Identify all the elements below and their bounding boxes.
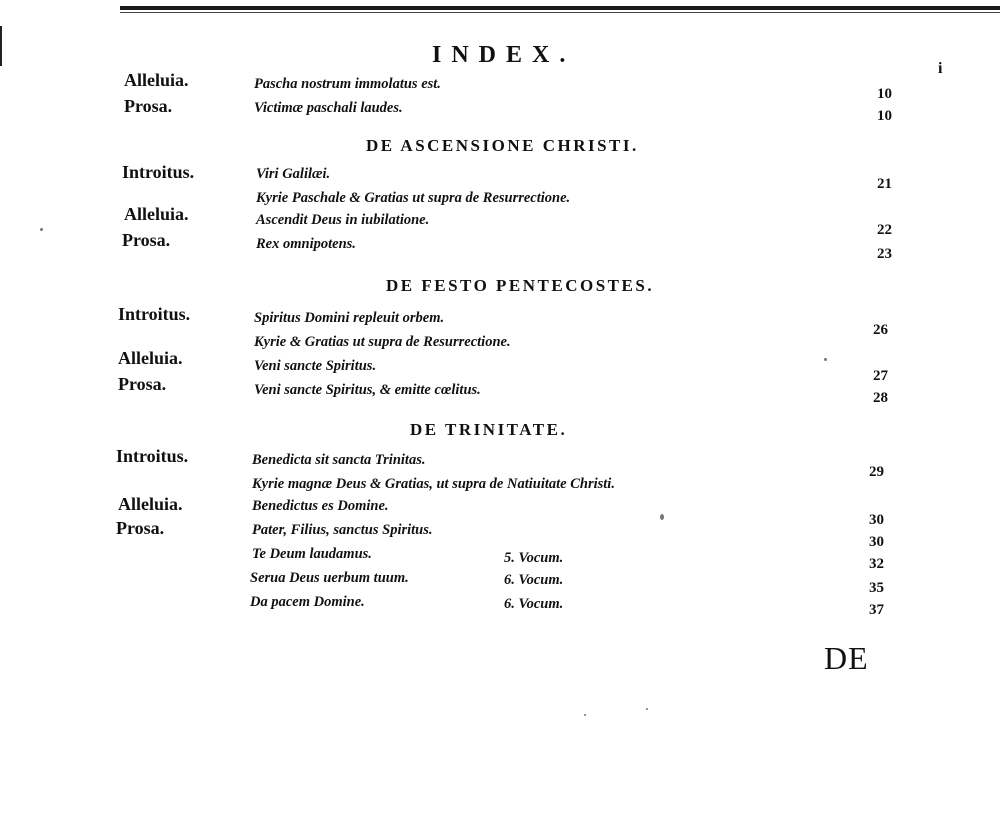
voices-count: 6. Vocum. [504, 596, 564, 612]
page-number: 22 [877, 222, 892, 238]
entry-title: Rex omnipotens. [256, 236, 356, 252]
page-number: 10 [877, 86, 892, 102]
corner-mark: i [938, 60, 943, 77]
entry-title: Kyrie Paschale & Gratias ut supra de Resurrectione. [256, 190, 571, 206]
entry-title: Spiritus Domini repleuit orbem. [254, 310, 445, 326]
entry-title: Serua Deus uerbum tuum. [250, 570, 409, 586]
scan-speck [584, 714, 586, 716]
entry-title: Kyrie & Gratias ut supra de Resurrectione. [254, 334, 511, 350]
page-number: 28 [873, 390, 888, 406]
scan-speck [824, 358, 827, 361]
top-border-rule-thin [120, 12, 1000, 13]
page-number: 30 [869, 534, 884, 550]
page-number: 37 [869, 602, 884, 618]
entry-title: Kyrie magnæ Deus & Gratias, ut supra de Natiuitate Christi. [252, 476, 615, 492]
voices-count: 5. Vocum. [504, 550, 564, 566]
entry-label: Alleluia. [124, 70, 189, 90]
voices-count: 6. Vocum. [504, 572, 564, 588]
scan-speck [646, 708, 648, 710]
page-number: 10 [877, 108, 892, 124]
page-number: 35 [869, 580, 884, 596]
section-heading-ascension: DE ASCENSIONE CHRISTI. [366, 136, 639, 155]
index-heading: INDEX. [432, 42, 576, 68]
entry-label: Alleluia. [124, 204, 189, 224]
entry-label: Introitus. [122, 162, 195, 182]
entry-title: Benedicta sit sancta Trinitas. [252, 452, 426, 468]
entry-title: Veni sancte Spiritus. [254, 358, 377, 374]
page-number: 30 [869, 512, 884, 528]
section-heading-trinity: DE TRINITATE. [410, 420, 568, 439]
top-border-rule [120, 6, 1000, 10]
entry-title: Victimæ paschali laudes. [254, 100, 403, 116]
entry-title: Pascha nostrum immolatus est. [254, 76, 441, 92]
entry-title: Da pacem Domine. [250, 594, 365, 610]
page-edge-mark [0, 26, 2, 66]
entry-label: Prosa. [122, 230, 171, 250]
page-number: 21 [877, 176, 892, 192]
entry-title: Te Deum laudamus. [252, 546, 372, 562]
entry-label: Alleluia. [118, 494, 183, 514]
entry-label: Alleluia. [118, 348, 183, 368]
entry-title: Viri Galilæi. [256, 166, 331, 182]
entry-title: Ascendit Deus in iubilatione. [256, 212, 430, 228]
entry-label: Prosa. [124, 96, 173, 116]
page-number: 23 [877, 246, 892, 262]
page-number: 27 [873, 368, 888, 384]
catchword: DE [824, 640, 869, 676]
page-number: 32 [869, 556, 884, 572]
entry-title: Benedictus es Domine. [252, 498, 389, 514]
scan-speck [660, 514, 664, 520]
entry-label: Introitus. [118, 304, 191, 324]
page-number: 29 [869, 464, 884, 480]
page-number: 26 [873, 322, 888, 338]
entry-title: Veni sancte Spiritus, & emitte cœlitus. [254, 382, 481, 398]
entry-label: Prosa. [118, 374, 167, 394]
entry-label: Introitus. [116, 446, 189, 466]
section-heading-pentecost: DE FESTO PENTECOSTES. [386, 276, 655, 295]
entry-title: Pater, Filius, sanctus Spiritus. [252, 522, 433, 538]
entry-label: Prosa. [116, 518, 165, 538]
scan-speck [40, 228, 43, 231]
